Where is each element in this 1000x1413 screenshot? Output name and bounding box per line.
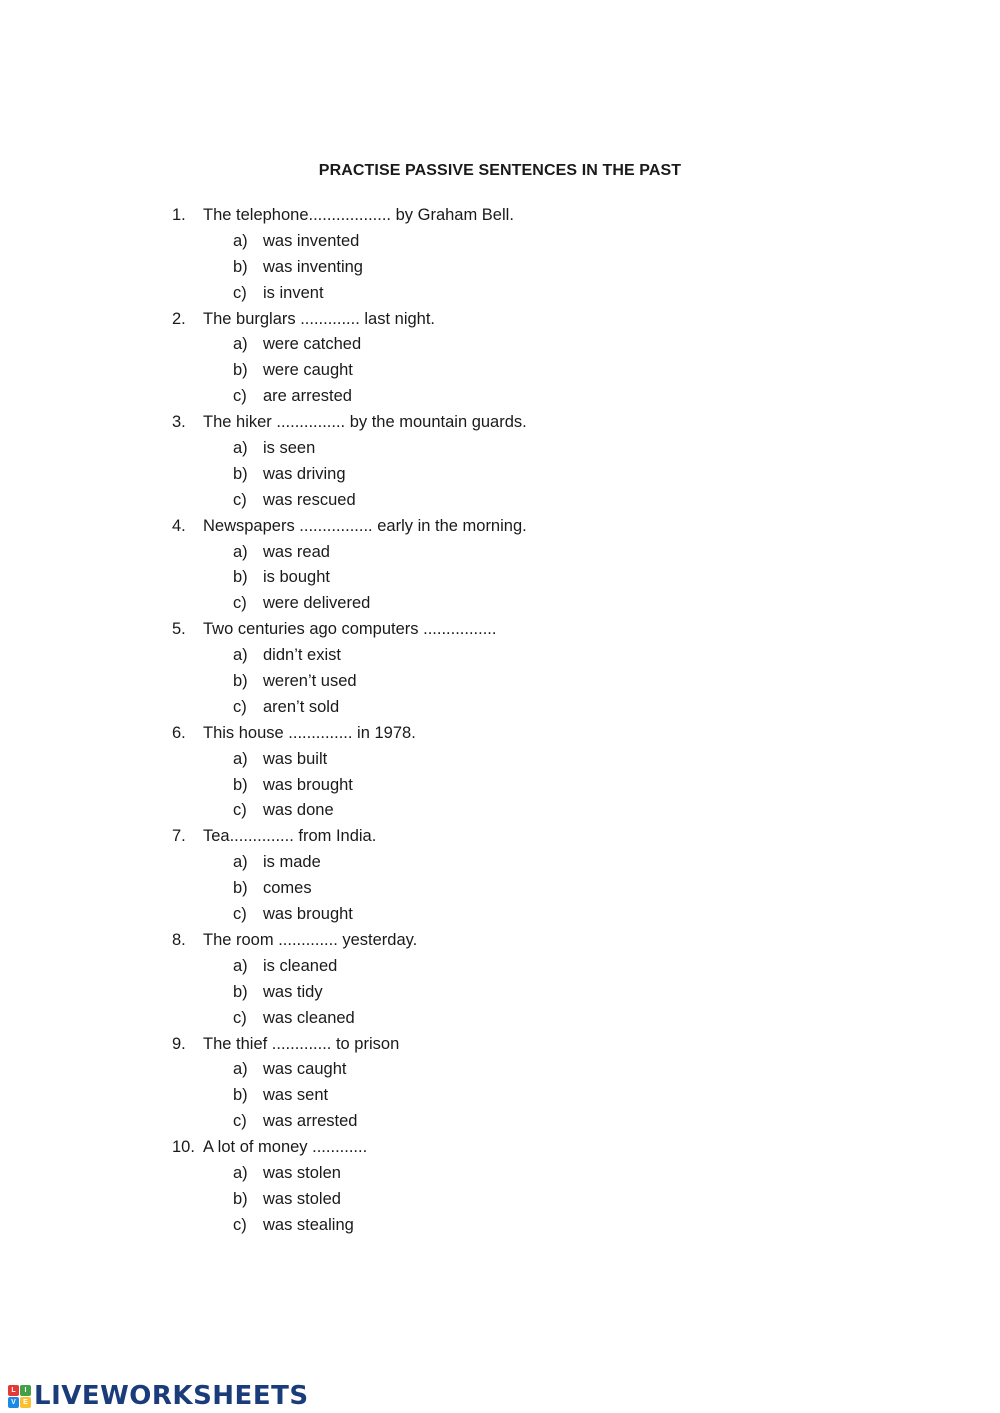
option-text: was brought <box>263 905 353 924</box>
option-letter: b) <box>233 879 248 898</box>
option-letter: c) <box>233 801 247 820</box>
answer-option <box>172 980 872 1006</box>
question-number: 4. <box>172 516 186 535</box>
option-letter: c) <box>233 1215 247 1234</box>
brand-name: LIVEWORKSHEETS <box>34 1381 309 1411</box>
worksheet-title: PRACTISE PASSIVE SENTENCES IN THE PAST <box>318 162 682 179</box>
option-text: was invented <box>263 231 360 250</box>
option-letter: a) <box>233 335 248 354</box>
question-item <box>172 824 872 850</box>
question-number: 1. <box>172 206 186 224</box>
option-text: was driving <box>263 464 346 483</box>
logo-block: E <box>20 1397 31 1408</box>
option-text: was arrested <box>263 1112 358 1131</box>
option-text: was read <box>263 542 330 561</box>
option-text: was stealing <box>263 1215 354 1234</box>
question-item <box>172 203 872 229</box>
answer-option <box>172 850 872 876</box>
option-letter: c) <box>233 283 247 302</box>
option-letter: a) <box>233 956 248 975</box>
option-letter: c) <box>233 594 247 613</box>
option-letter: a) <box>233 749 248 768</box>
option-text: was done <box>263 801 334 820</box>
question-number: 6. <box>172 723 186 742</box>
option-letter: b) <box>233 568 248 587</box>
logo-block: I <box>20 1385 31 1396</box>
liveworksheets-logo-icon <box>8 1385 31 1408</box>
question-item <box>172 514 872 540</box>
option-letter: b) <box>233 361 248 380</box>
option-text: was caught <box>263 1060 347 1079</box>
question-number: 3. <box>172 413 186 432</box>
answer-option <box>172 540 872 566</box>
answer-option <box>172 773 872 799</box>
answer-option <box>172 669 872 695</box>
footer-logo <box>8 1382 309 1410</box>
option-text: was cleaned <box>263 1008 355 1027</box>
option-text: are arrested <box>263 387 352 406</box>
question-text: Two centuries ago computers ................ <box>203 620 497 639</box>
question-item <box>172 307 872 333</box>
answer-option <box>172 358 872 384</box>
option-letter: c) <box>233 387 247 406</box>
question-number: 7. <box>172 827 186 846</box>
question-text: The room ............. yesterday. <box>203 930 418 949</box>
answer-option <box>172 1083 872 1109</box>
option-letter: c) <box>233 1008 247 1027</box>
question-list <box>172 203 872 1239</box>
logo-block: L <box>8 1385 19 1396</box>
answer-option <box>172 436 872 462</box>
answer-option <box>172 229 872 255</box>
option-letter: a) <box>233 542 248 561</box>
option-letter: b) <box>233 1086 248 1105</box>
option-text: was rescued <box>263 490 356 509</box>
option-letter: c) <box>233 1112 247 1131</box>
option-text: is seen <box>263 439 316 458</box>
option-text: were delivered <box>263 594 371 613</box>
answer-option <box>172 462 872 488</box>
question-text: The telephone.................. by Graham Bell. <box>203 206 514 224</box>
option-text: comes <box>263 879 312 898</box>
question-item <box>172 410 872 436</box>
answer-option <box>172 954 872 980</box>
question-text: The burglars ............. last night. <box>203 309 436 328</box>
answer-option <box>172 695 872 721</box>
question-item <box>172 1135 872 1161</box>
answer-option <box>172 255 872 281</box>
answer-option <box>172 384 872 410</box>
question-number: 10. <box>172 1138 195 1157</box>
option-text: was sent <box>263 1086 329 1105</box>
option-letter: a) <box>233 439 248 458</box>
option-text: is invent <box>263 283 324 302</box>
option-letter: b) <box>233 257 248 276</box>
question-item <box>172 928 872 954</box>
option-text: is made <box>263 853 321 872</box>
question-text: The hiker ............... by the mountain guards. <box>203 413 527 432</box>
option-letter: a) <box>233 853 248 872</box>
option-text: aren’t sold <box>263 697 340 716</box>
option-text: is bought <box>263 568 330 587</box>
option-letter: b) <box>233 982 248 1001</box>
option-letter: b) <box>233 775 248 794</box>
question-number: 5. <box>172 620 186 639</box>
answer-option <box>172 876 872 902</box>
option-letter: b) <box>233 1189 248 1208</box>
option-letter: b) <box>233 672 248 691</box>
answer-option <box>172 591 872 617</box>
option-letter: a) <box>233 231 248 250</box>
option-letter: c) <box>233 905 247 924</box>
answer-option <box>172 1057 872 1083</box>
answer-option <box>172 1109 872 1135</box>
question-text: Newspapers ................ early in the morning. <box>203 516 527 535</box>
answer-option <box>172 643 872 669</box>
logo-block: V <box>8 1397 19 1408</box>
option-letter: a) <box>233 1163 248 1182</box>
answer-option <box>172 902 872 928</box>
question-text: A lot of money ............ <box>203 1138 368 1157</box>
question-text: This house .............. in 1978. <box>203 723 416 742</box>
answer-option <box>172 332 872 358</box>
answer-option <box>172 1187 872 1213</box>
option-letter: a) <box>233 646 248 665</box>
answer-option <box>172 747 872 773</box>
question-number: 2. <box>172 309 186 328</box>
answer-option <box>172 1161 872 1187</box>
answer-option <box>172 488 872 514</box>
answer-option <box>172 798 872 824</box>
option-text: were catched <box>263 335 362 354</box>
option-text: was inventing <box>263 257 363 276</box>
option-text: is cleaned <box>263 956 338 975</box>
option-text: was stoled <box>263 1189 341 1208</box>
option-text: were caught <box>263 361 353 380</box>
question-item <box>172 617 872 643</box>
option-letter: a) <box>233 1060 248 1079</box>
option-text: weren’t used <box>263 672 357 691</box>
answer-option <box>172 281 872 307</box>
option-text: was tidy <box>263 982 323 1001</box>
option-text: didn’t exist <box>263 646 341 665</box>
option-letter: b) <box>233 464 248 483</box>
question-text: The thief ............. to prison <box>203 1034 400 1053</box>
answer-option <box>172 565 872 591</box>
option-text: was brought <box>263 775 353 794</box>
option-letter: c) <box>233 490 247 509</box>
question-item <box>172 721 872 747</box>
option-letter: c) <box>233 697 247 716</box>
option-text: was stolen <box>263 1163 341 1182</box>
question-item <box>172 1032 872 1058</box>
question-number: 9. <box>172 1034 186 1053</box>
answer-option <box>172 1006 872 1032</box>
question-number: 8. <box>172 930 186 949</box>
question-text: Tea.............. from India. <box>203 827 377 846</box>
option-text: was built <box>263 749 328 768</box>
answer-option <box>172 1213 872 1239</box>
